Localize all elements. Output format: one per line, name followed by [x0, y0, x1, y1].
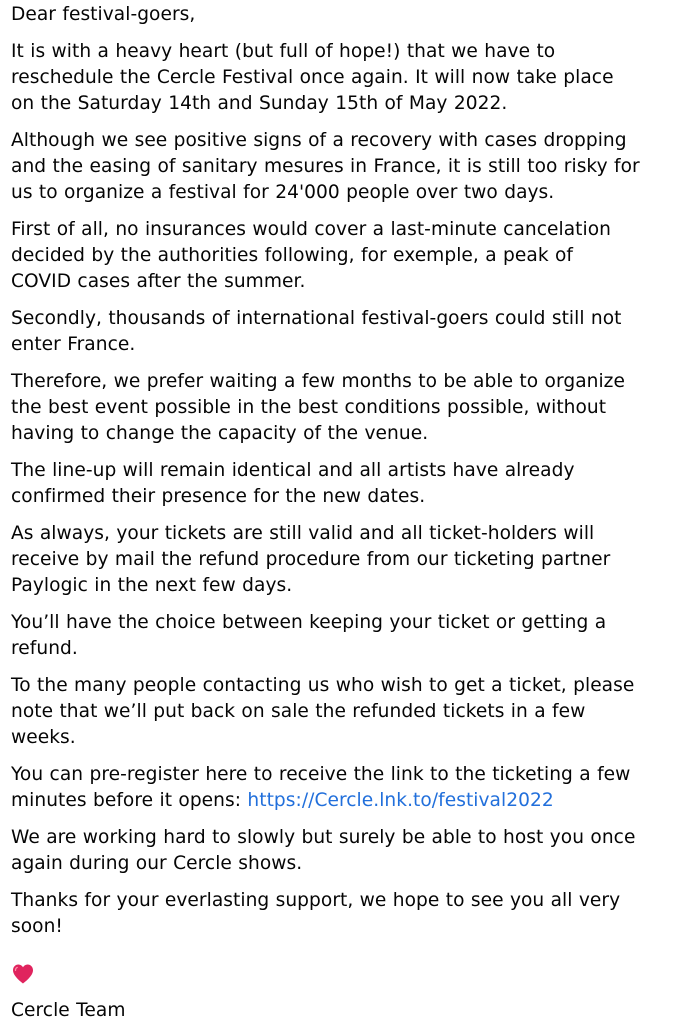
paragraph-recovery: Although we see positive signs of a recovery with cases dropping and the easing of sanitary mesures in France, it is still too risky for us to organize a festival for 24'000 people over two days.	[11, 130, 640, 203]
paragraph-thanks: Thanks for your everlasting support, we hope to see you all very soon!	[11, 890, 621, 937]
paragraph-international: Secondly, thousands of international festival-goers could still not enter France.	[11, 308, 622, 355]
preregister-link[interactable]: https://Cercle.lnk.to/festival2022	[247, 790, 554, 811]
signature: Cercle Team	[11, 1000, 126, 1021]
paragraph-refund-choice: You’ll have the choice between keeping your ticket or getting a refund.	[11, 612, 607, 659]
paragraph-insurance: First of all, no insurances would cover a last-minute cancelation decided by the authorities following, for exemple, a peak of COVID cases after the summer.	[11, 219, 611, 292]
paragraph-reschedule: It is with a heavy heart (but full of hope!) that we have to reschedule the Cercle Festival once again. It will now take place on the Saturday 14th and Sunday 15th of May 2022.	[11, 41, 614, 114]
paragraph-resale: To the many people contacting us who wish to get a ticket, please note that we’ll put back on sale the refunded tickets in a few weeks.	[11, 675, 635, 748]
paragraph-preregister	[11, 762, 670, 814]
paragraph-tickets-valid: As always, your tickets are still valid and all ticket-holders will receive by mail the refund procedure from our ticketing partner Paylogic in the next few days.	[11, 523, 611, 596]
red-heart-icon	[11, 962, 35, 986]
paragraph-lineup: The line-up will remain identical and all artists have already confirmed their presence for the new dates.	[11, 460, 575, 507]
paragraph-therefore: Therefore, we prefer waiting a few months to be able to organize the best event possible in the best conditions possible, without having to change the capacity of the venue.	[11, 371, 625, 444]
greeting: Dear festival-goers,	[11, 4, 196, 25]
preregister-text: You can pre-register here to receive the link to the ticketing a few minutes before it opens:	[11, 764, 631, 811]
paragraph-working-hard: We are working hard to slowly but surely be able to host you once again during our Cercle shows.	[11, 827, 636, 874]
